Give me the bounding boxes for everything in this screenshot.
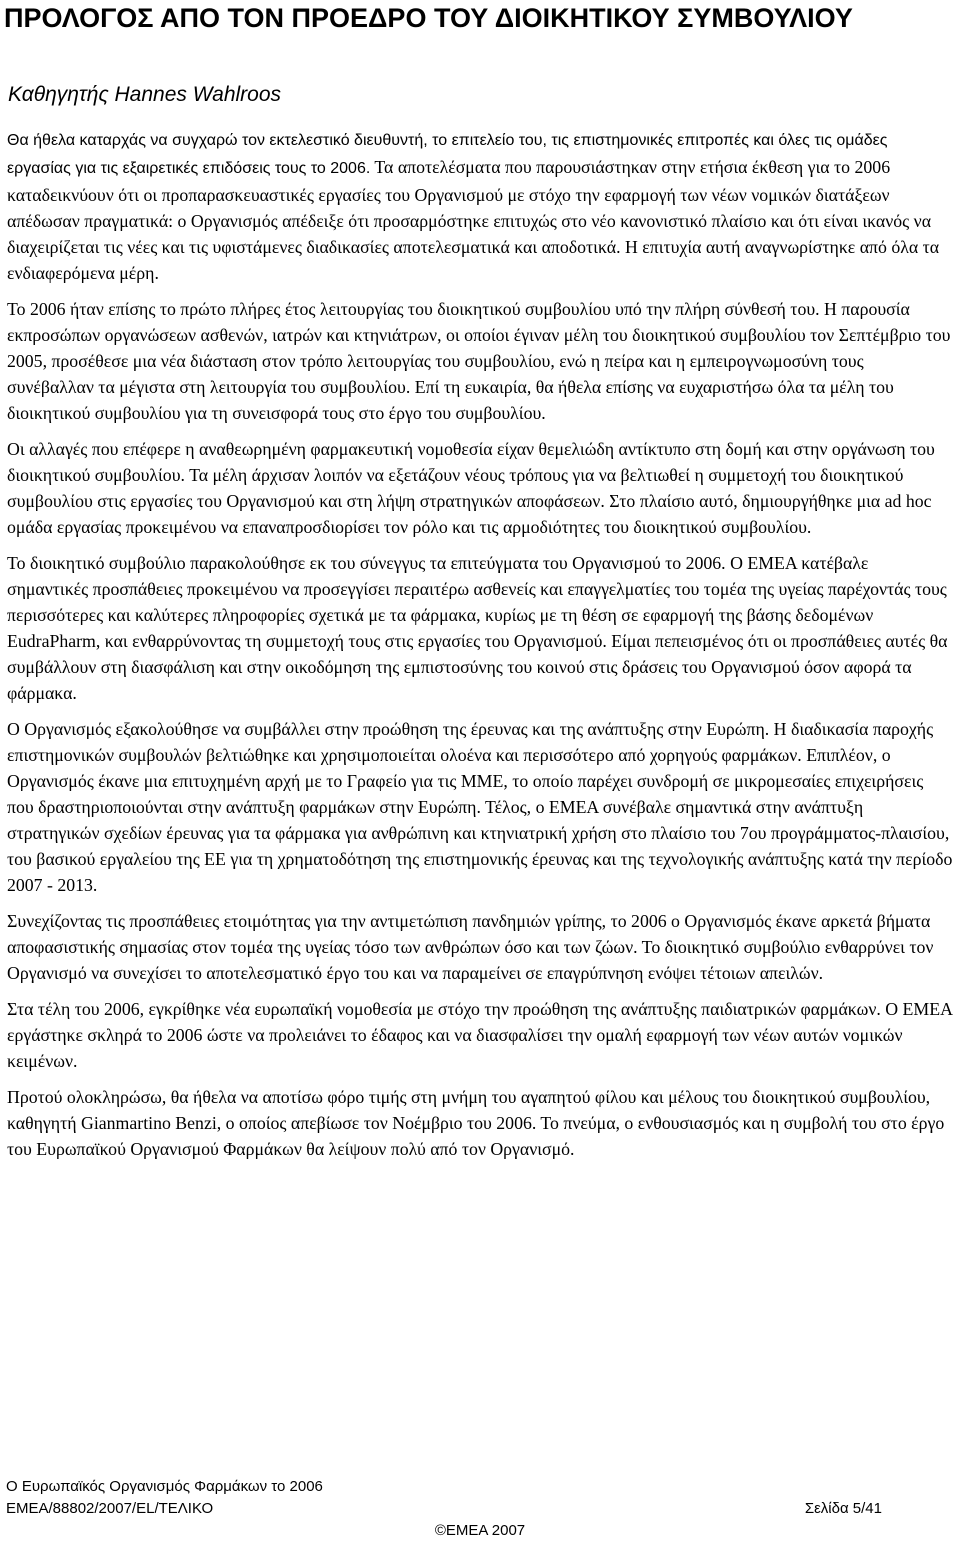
footer-page-number: Σελίδα 5/41 — [804, 1500, 882, 1517]
paragraph-4: Το διοικητικό συμβούλιο παρακολούθησε εκ του σύνεγγυς τα επιτεύγματα του Οργανισμού το 2006. Ο ΕΜΕΑ κατέβαλε σημαντικές προσπάθειες προκειμένου να προσεγγίσει περαιτέρω ασθενείς και επαγγελματίες του τομέα της υγείας παρέχοντάς τους περισσότερες και καλύτερες πληροφορίες σχετικά με τα φάρμακα, κυρίως με τη θέση σε εφαρμογή της βάσης δεδομένων EudraPharm, και ενθαρρύνοντας τη συμμετοχή τους στις εργασίες του Οργανισμού. Είμαι πεπεισμένος ότι οι προσπάθειες αυτές θα συμβάλλουν στη διασφάλιση και στην οικοδόμηση της εμπιστοσύνης του κοινού στις δράσεις του Οργανισμού όσον αφορά τα φάρμακα. — [7, 553, 948, 703]
paragraph-3: Οι αλλαγές που επέφερε η αναθεωρημένη φαρμακευτική νομοθεσία είχαν θεμελιώδη αντίκτυπο στη δομή και στην οργάνωση του διοικητικού συμβουλίου. Τα μέλη άρχισαν λοιπόν να εξετάζουν νέους τρόπους για να βελτιωθεί η συμμετοχή του διοικητικού συμβουλίου στις εργασίες του Οργανισμού και στη λήψη στρατηγικών αποφάσεων. Στο πλαίσιο αυτό, δημιουργήθηκε μια ad hoc ομάδα εργασίας προκειμένου να επαναπροσδιορίσει τον ρόλο και τις αρμοδιότητες του διοικητικού συμβουλίου. — [7, 439, 935, 537]
paragraph-8: Προτού ολοκληρώσω, θα ήθελα να αποτίσω φόρο τιμής στη μνήμη του αγαπητού φίλου και μέλους του διοικητικού συμβουλίου, καθηγητή Gianmartino Benzi, ο οποίος απεβίωσε τον Νοέμβριο του 2006. Το πνεύμα, ο ενθουσιασμός και η συμβολή του στο έργο του Ευρωπαϊκού Οργανισμού Φαρμάκων θα λείψουν πολύ από τον Οργανισμό. — [7, 1087, 945, 1159]
footer-copyright-line — [6, 1520, 954, 1542]
footer-copyright: ©ΕΜΕΑ 2007 — [434, 1522, 526, 1539]
page-title: ΠΡΟΛΟΓΟΣ ΑΠΟ ΤΟΝ ΠΡΟΕΔΡΟ ΤΟΥ ΔΙΟΙΚΗΤΙΚΟΥ ΣΥΜΒΟΥΛΙΟΥ — [4, 3, 853, 33]
footer-doc-ref: EMEA/88802/2007/EL/ΤΕΛΙΚΟ — [6, 1500, 214, 1517]
paragraph-7: Στα τέλη του 2006, εγκρίθηκε νέα ευρωπαϊκή νομοθεσία με στόχο την προώθηση της ανάπτυξης παιδιατρικών φαρμάκων. Ο ΕΜΕΑ εργάστηκε σκληρά το 2006 ώστε να προλειάνει το έδαφος και να διασφαλίσει την ομαλή εφαρμογή των νέων αυτών νομικών κειμένων. — [7, 999, 952, 1071]
author-name: Καθηγητής Hannes Wahlroos — [8, 83, 282, 106]
paragraph-1-intro: Θα ήθελα καταρχάς να συγχαρώ τον εκτελεστικό διευθυντή, το επιτελείο του, τις επιστημονικές επιτροπές και όλες τις ομάδες εργασίας για τις εξαιρετικές επιδόσεις τους το 2006. — [7, 132, 888, 177]
page-footer — [6, 1476, 954, 1542]
document-body — [7, 126, 953, 1172]
paragraph-6: Συνεχίζοντας τις προσπάθειες ετοιμότητας για την αντιμετώπιση πανδημιών γρίπης, το 2006 ο Οργανισμός έκανε αρκετά βήματα αποφασιστικής σημασίας στον τομέα της υγείας τόσο των ανθρώπων όσο και των ζώων. Το διοικητικό συμβούλιο ενθαρρύνει τον Οργανισμό να συνεχίσει το αποτελεσματικό έργο του και να παραμείνει σε επαγρύπνηση ενόψει τέτοιων απειλών. — [7, 911, 934, 983]
footer-ref-line — [6, 1498, 954, 1520]
paragraph-1-rest: Τα αποτελέσματα που παρουσιάστηκαν στην ετήσια έκθεση για το 2006 καταδεικνύουν ότι οι προπαρασκευαστικές εργασίες του Οργανισμού με στόχο την εφαρμογή των νέων νομικών διατάξεων απέδωσαν πραγματικά: ο Οργανισμός απέδειξε ότι προσαρμόστηκε επιτυχώς στο νέο κανονιστικό πλαίσιο και ότι είναι ικανός να διαχειρίζεται τις νέες και τις υφιστάμενες διαδικασίες αποτελεσματικά και αποδοτικά. Η επιτυχία αυτή αναγνωρίστηκε από όλα τα ενδιαφερόμενα μέρη. — [7, 157, 940, 283]
paragraph-1 — [7, 126, 953, 286]
footer-org-line — [6, 1476, 954, 1498]
paragraph-2: Το 2006 ήταν επίσης το πρώτο πλήρες έτος λειτουργίας του διοικητικού συμβουλίου υπό την πλήρη σύνθεσή του. Η παρουσία εκπροσώπων οργανώσεων ασθενών, ιατρών και κτηνιάτρων, οι οποίοι έγιναν μέλη του διοικητικού συμβουλίου τον Σεπτέμβριο του 2005, προσέθεσε μια νέα διάσταση στον τρόπο λειτουργίας του συμβουλίου, ενώ η πείρα και η εμπειρογνωμοσύνη τους συνέβαλλαν τα μέγιστα στη λειτουργία του συμβουλίου. Επί τη ευκαιρία, θα ήθελα επίσης να ευχαριστήσω όλα τα μέλη του διοικητικού συμβουλίου για τη συνεισφορά τους στο έργο του συμβουλίου. — [7, 299, 951, 423]
footer-org: Ο Ευρωπαϊκός Οργανισμός Φαρμάκων το 2006 — [6, 1478, 323, 1495]
paragraph-5: Ο Οργανισμός εξακολούθησε να συμβάλλει στην προώθηση της έρευνας και της ανάπτυξης στην Ευρώπη. Η διαδικασία παροχής επιστημονικών συμβουλών βελτιώθηκε και χρησιμοποιείται ολοένα και περισσότερο από χορηγούς φαρμάκων. Επιπλέον, ο Οργανισμός έκανε μια επιτυχημένη αρχή με το Γραφείο για τις ΜΜΕ, το οποίο παρέχει συνδρομή σε μικρομεσαίες επιχειρήσεις που δραστηριοποιούνται στην ανάπτυξη φαρμάκων στην Ευρώπη. Τέλος, ο ΕΜΕΑ συνέβαλε σημαντικά στην ανάπτυξη στρατηγικών σχεδίων έρευνας για τα φάρμακα για ανθρώπινη και κτηνιατρική χρήση στο πλαίσιο του 7ου προγράμματος-πλαισίου, του βασικού εργαλείου της ΕΕ για τη χρηματοδότηση της επιστημονικής έρευνας και της τεχνολογικής ανάπτυξης κατά την περίοδο 2007 - 2013. — [7, 719, 953, 895]
